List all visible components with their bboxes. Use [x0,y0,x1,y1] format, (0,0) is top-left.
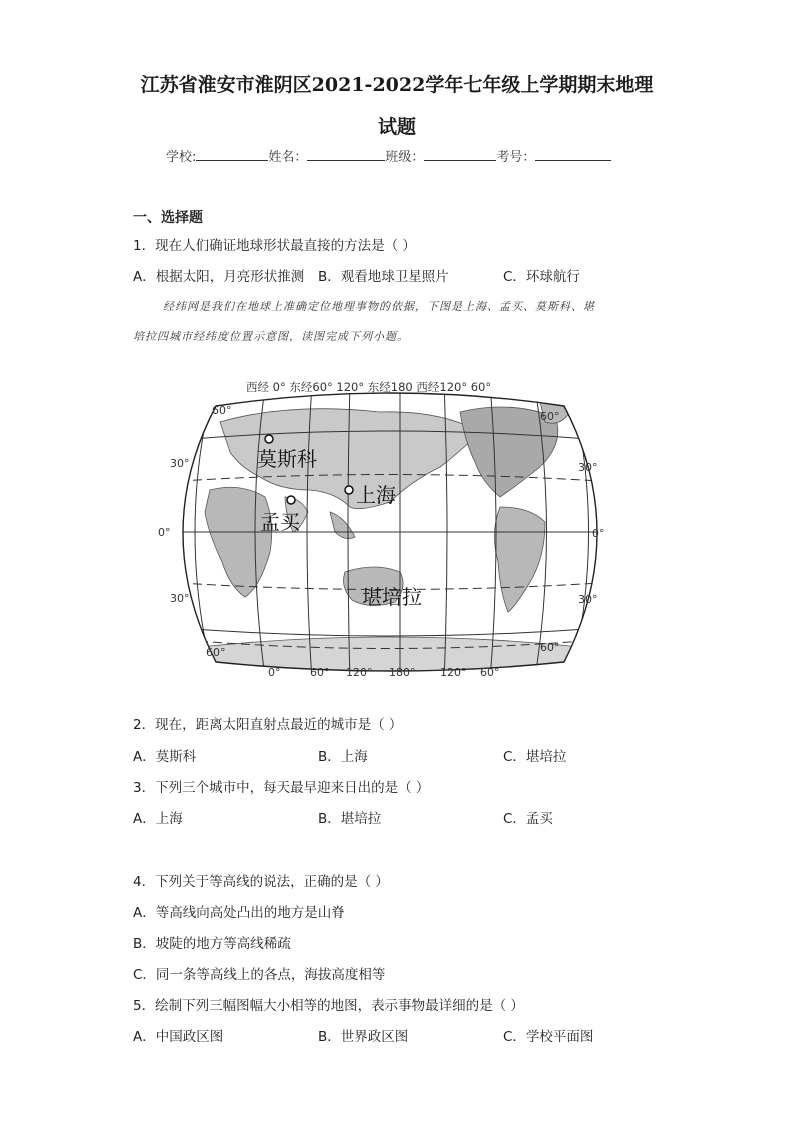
exam-no-field[interactable] [535,148,611,161]
lat-label-left-30s: 30° [170,592,190,605]
school-label: 学校: [166,150,197,165]
lat-label-right-60s: 60° [540,641,560,654]
lon-label-bottom-60e: 60° [310,666,330,679]
question-5-option-c[interactable]: C．学校平面图 [503,1029,594,1045]
lat-label-right-60n: 60° [540,410,560,423]
exam-title: 江苏省淮安市淮阴区2021-2022学年七年级上学期期末地理 [140,74,654,96]
shanghai-marker [345,486,353,494]
question-1-option-a[interactable]: A．根据太阳，月亮形状推测 [133,269,305,285]
moscow-marker [265,435,273,443]
exam-title-line2: 试题 [377,116,416,138]
question-5-option-a[interactable]: A．中国政区图 [133,1029,224,1045]
school-field[interactable] [196,148,268,161]
world-map [160,372,620,684]
question-4-option-c[interactable]: C．同一条等高线上的各点，海拔高度相等 [133,967,386,983]
lat-label-right-30n: 30° [578,461,598,474]
section-heading: 一、选择题 [133,210,203,226]
mumbai-marker [287,496,295,504]
lat-label-right-0: 0° [592,527,605,540]
name-field[interactable] [307,148,385,161]
lon-label-bottom-120e: 120° [346,666,373,679]
question-5-option-b[interactable]: B．世界政区图 [318,1029,409,1045]
question-1-stem: 1．现在人们确证地球形状最直接的方法是（ ） [133,238,416,254]
lat-label-right-30s: 30° [578,593,598,606]
question-1-option-c[interactable]: C．环球航行 [503,269,580,285]
question-3-option-c[interactable]: C．孟买 [503,811,553,827]
lat-label-left-60s: 60° [206,646,226,659]
lat-label-left-30n: 30° [170,457,190,470]
class-label: 班级： [385,150,425,165]
mumbai-label: 孟买 [260,510,300,534]
lon-label-bottom-60w: 60° [480,666,500,679]
student-info-line [166,146,611,165]
question-4-option-b[interactable]: B．坡陡的地方等高线稀疏 [133,936,291,952]
question-4-stem: 4．下列关于等高线的说法，正确的是（ ） [133,874,389,890]
question-3-option-b[interactable]: B．堪培拉 [318,811,382,827]
canberra-label: 堪培拉 [362,585,422,609]
map-intro-line1: 经纬网是我们在地球上准确定位地理事物的依据，下图是上海、孟买、莫斯科、堪 [163,300,595,313]
map-intro-line2: 培拉四城市经纬度位置示意图，读图完成下列小题。 [133,330,409,343]
question-3-stem: 3．下列三个城市中，每天最早迎来日出的是（ ） [133,780,430,796]
lon-label-bottom-180: 180° [389,666,416,679]
question-2-option-c[interactable]: C．堪培拉 [503,749,567,765]
question-2-stem: 2．现在，距离太阳直射点最近的城市是（ ） [133,717,403,733]
question-2-option-a[interactable]: A．莫斯科 [133,749,197,765]
lon-label-bottom-0: 0° [268,666,281,679]
exam-no-label: 考号： [496,150,536,165]
question-5-stem: 5．绘制下列三幅图幅大小相等的地图，表示事物最详细的是（ ） [133,998,524,1014]
moscow-label: 莫斯科 [257,447,317,471]
question-1-option-b[interactable]: B．观看地球卫星照片 [318,269,449,285]
map-top-longitude-scale: 西经 0° 东经60° 120° 东经180 西经120° 60° [246,380,492,394]
lat-label-left-0: 0° [158,526,171,539]
lon-label-bottom-120w: 120° [440,666,467,679]
question-2-option-b[interactable]: B．上海 [318,749,368,765]
class-field[interactable] [424,148,496,161]
question-4-option-a[interactable]: A．等高线向高处凸出的地方是山脊 [133,905,345,921]
question-3-option-a[interactable]: A．上海 [133,811,183,827]
shanghai-label: 上海 [356,483,396,507]
lat-label-left-60n: 60° [212,404,232,417]
name-label: 姓名： [268,150,308,165]
